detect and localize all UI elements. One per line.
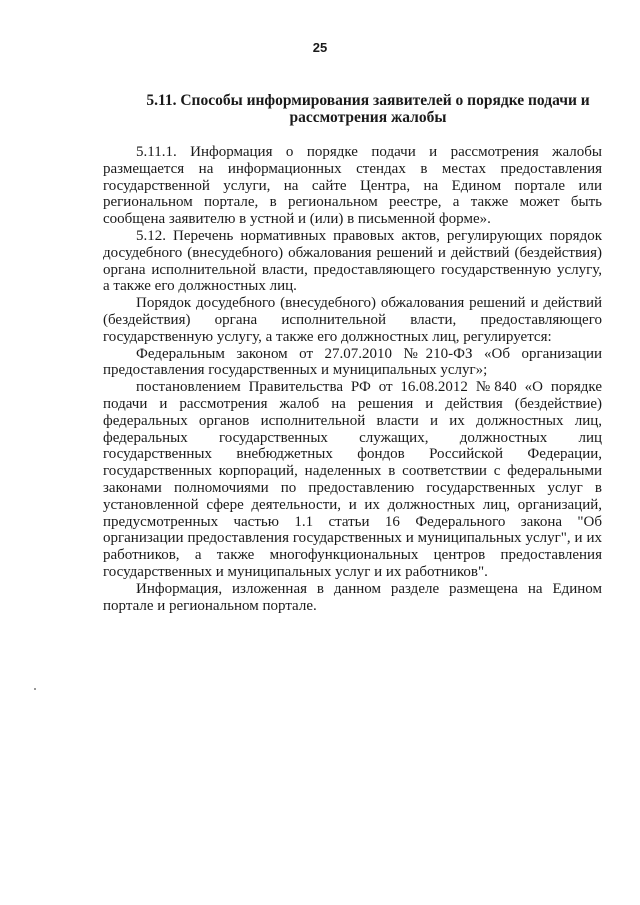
section-title-line: рассмотрения жалобы xyxy=(289,109,447,126)
document-body xyxy=(103,144,602,614)
text-line: а также его должностных лиц. xyxy=(103,278,297,295)
section-title xyxy=(118,92,618,126)
text-line: (бездействия) органа исполнительной власти, предоставляющего xyxy=(103,311,602,328)
text-line: организации предоставления государственных и муниципальных услуг", и их xyxy=(103,530,602,547)
text-line: государственных и муниципальных услуг и их работников". xyxy=(103,563,488,580)
text-line: законами полномочиями по предоставлению государственных услуг в xyxy=(103,479,602,496)
paragraph-federal-law xyxy=(103,346,602,380)
text-line: Федеральным законом от 27.07.2010 №210-ФЗ «Об организации xyxy=(136,345,602,362)
paragraph-5-11-1 xyxy=(103,144,602,228)
text-line: установленной сфере деятельности, и их должностных лиц, организаций, xyxy=(103,496,602,513)
text-line: федеральных органов исполнительной власти и их должностных лиц, xyxy=(103,412,602,429)
text-line: предусмотренных частью 1.1 статьи 16 Федерального закона "Об xyxy=(103,513,602,530)
section-title-line: 5.11. Способы информирования заявителей о порядке подачи и xyxy=(146,92,590,109)
text-line: постановлением Правительства РФ от 16.08.2012 №840 «О порядке xyxy=(136,379,602,396)
text-line: сообщена заявителю в устной и (или) в письменной форме». xyxy=(103,211,491,228)
text-line: государственных внебюджетных фондов Российской Федерации, xyxy=(103,446,602,463)
text-line: государственной услуги, на сайте Центра, на Едином портале или xyxy=(103,177,602,194)
text-line: 5.11.1. Информация о порядке подачи и рассмотрения жалобы xyxy=(136,144,602,160)
text-line: государственных корпораций, наделенных в соответствии с федеральными xyxy=(103,463,602,480)
text-line: региональном портале, в региональном реестре, а также может быть xyxy=(103,194,602,211)
paragraph-information-published xyxy=(103,581,602,615)
page-number: 25 xyxy=(312,40,328,55)
text-line: досудебного (внесудебного) обжалования решений и действий (бездействия) xyxy=(103,244,602,261)
paragraph-government-decree xyxy=(103,379,602,581)
scan-speck xyxy=(34,688,36,690)
text-line: размещается на информационных стендах в местах предоставления xyxy=(103,160,602,177)
paragraph-appeal-procedure xyxy=(103,295,602,345)
text-line: предоставления государственных и муниципальных услуг»; xyxy=(103,362,488,379)
text-line: работников, а также многофункциональных центров предоставления xyxy=(103,547,602,564)
text-line: портале и региональном портале. xyxy=(103,597,317,614)
text-line: государственную услугу, а также его должностных лиц, регулируется: xyxy=(103,328,552,345)
text-line: федеральных государственных служащих, должностных лиц xyxy=(103,429,602,446)
text-line: подачи и рассмотрения жалоб на решения и действия (бездействие) xyxy=(103,395,602,412)
text-line: Порядок досудебного (внесудебного) обжалования решений и действий xyxy=(136,295,602,312)
text-line: органа исполнительной власти, предоставляющего государственную услугу, xyxy=(103,261,602,278)
text-line: Информация, изложенная в данном разделе размещена на Едином xyxy=(136,580,602,597)
text-line: 5.12. Перечень нормативных правовых актов, регулирующих порядок xyxy=(136,227,602,244)
paragraph-5-12 xyxy=(103,228,602,295)
